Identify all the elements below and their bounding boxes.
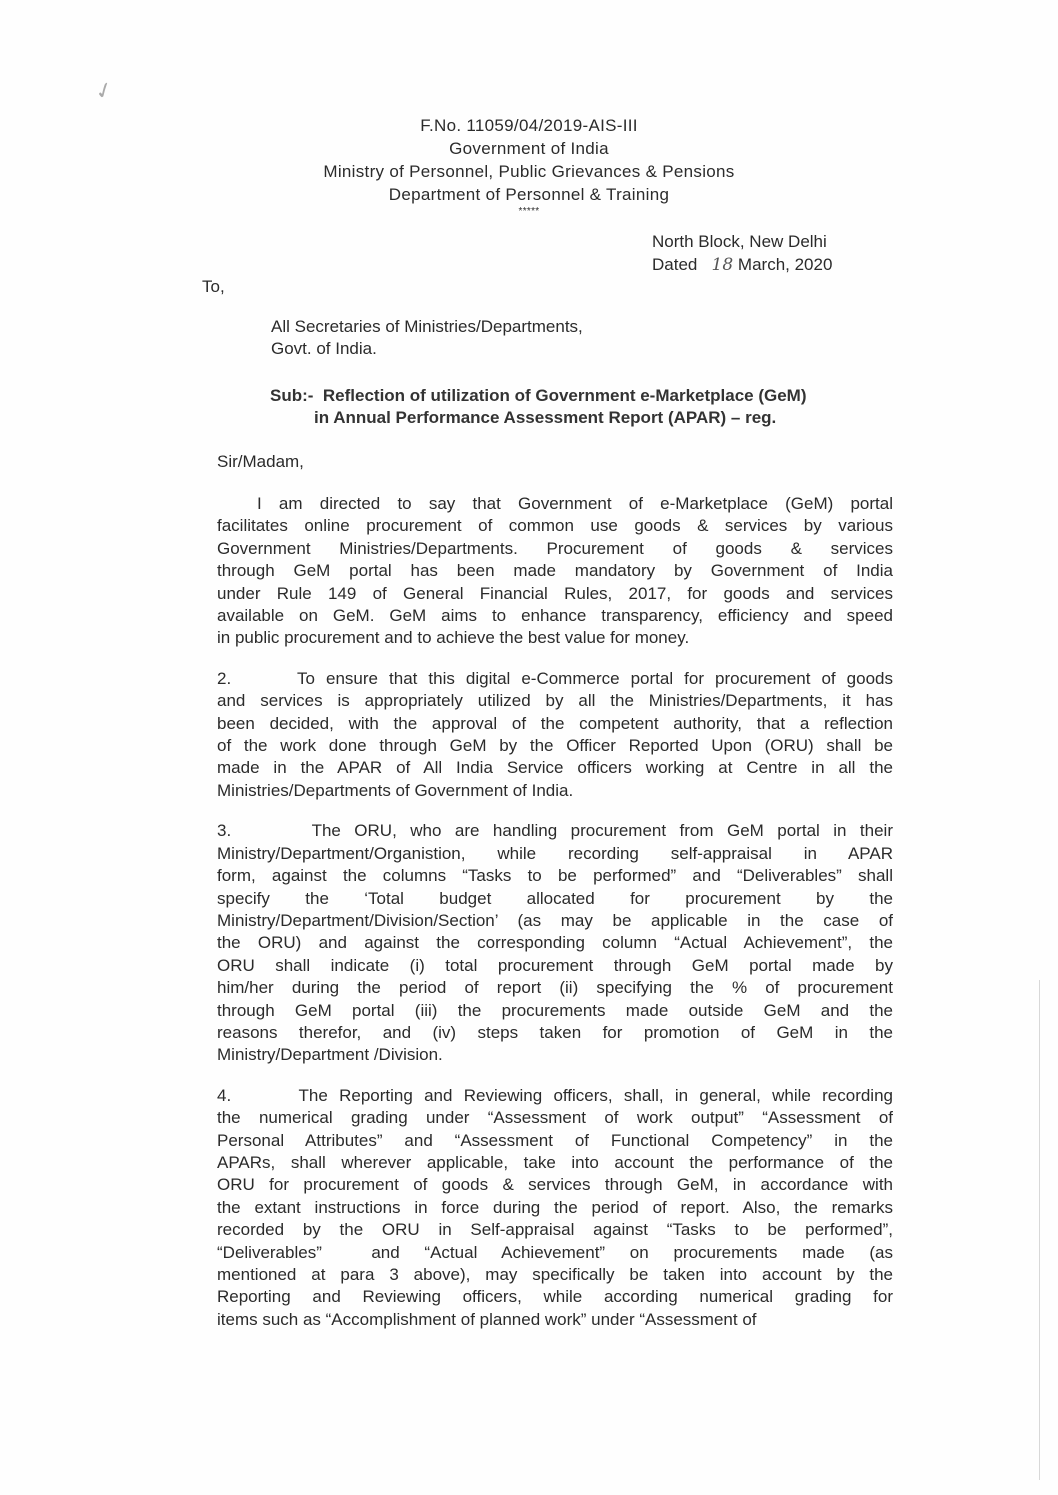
paragraph-3 xyxy=(217,820,893,1066)
text-line: and services is appropriately utilized by all the Ministries/Departments, it has xyxy=(217,691,893,711)
text-line: Reporting and Reviewing officers, while according numerical grading for xyxy=(217,1287,893,1307)
text-line: the numerical grading under “Assessment of work output” “Assessment of xyxy=(217,1108,893,1128)
text-line: been decided, with the approval of the competent authority, that a reflection xyxy=(217,713,893,733)
text-line: Ministry/Department/Organistion, while recording self-appraisal in APAR xyxy=(217,843,893,863)
text-line: reasons therefor, and (iv) steps taken for promotion of GeM in the xyxy=(217,1022,893,1042)
text-line: Personal Attributes” and “Assessment of Functional Competency” in the xyxy=(217,1130,893,1150)
ministry: Ministry of Personnel, Public Grievances & Pensions xyxy=(323,162,735,181)
text-line: specify the ‘Total budget allocated for procurement by the xyxy=(217,888,893,908)
paragraph-1 xyxy=(217,493,893,650)
paragraph-2 xyxy=(217,668,893,802)
addressee: All Secretaries of Ministries/Departments, Govt. of India. xyxy=(271,317,583,358)
separator-stars: ***** xyxy=(518,206,540,217)
file-number: F.No. 11059/04/2019-AIS-III xyxy=(420,116,638,135)
date: Dated 18 March, 2020 xyxy=(652,255,833,275)
text-line: Ministry/Department/Division/Section’ (as may be applicable in the case of xyxy=(217,910,893,930)
place-date xyxy=(652,230,832,277)
text-line: under Rule 149 of General Financial Rules, 2017, for goods and services xyxy=(217,583,893,603)
text-line: 4. The Reporting and Reviewing officers, shall, in general, while recording xyxy=(217,1085,893,1105)
text-line: Ministries/Departments of Government of India. xyxy=(217,780,574,800)
text-line: the ORU) and against the corresponding column “Actual Achievement”, the xyxy=(217,933,893,953)
text-line: available on GeM. GeM aims to enhance transparency, efficiency and speed xyxy=(217,606,893,626)
text-line: through GeM portal has been made mandatory by Government of India xyxy=(217,561,893,581)
letter-body xyxy=(217,493,893,1349)
text-line: recorded by the ORU in Self-appraisal against “Tasks to be performed”, xyxy=(217,1220,893,1240)
to-label: To, xyxy=(202,277,225,296)
text-line: facilitates online procurement of common use goods & services by various xyxy=(217,516,893,536)
text-line: 2. To ensure that this digital e-Commerce portal for procurement of goods xyxy=(217,668,893,688)
handwritten-mark: ✓ xyxy=(91,75,117,106)
text-line: ORU shall indicate (i) total procurement through GeM portal made by xyxy=(217,955,893,975)
text-line: 3. The ORU, who are handling procurement from GeM portal in their xyxy=(217,821,893,841)
paragraph-4 xyxy=(217,1085,893,1331)
handwritten-day: 18 xyxy=(711,255,734,275)
text-line: “Deliverables” and “Actual Achievement” on procurements made (as xyxy=(217,1242,893,1262)
text-line: in public procurement and to achieve the best value for money. xyxy=(217,628,690,648)
place: North Block, New Delhi xyxy=(652,232,827,251)
text-line: APARs, shall wherever applicable, take into account the performance of the xyxy=(217,1152,893,1172)
text-line: items such as “Accomplishment of planned work” under “Assessment of xyxy=(217,1309,757,1329)
text-line: Ministry/Department /Division. xyxy=(217,1045,443,1065)
page-edge xyxy=(1039,980,1040,1480)
salutation: Sir/Madam, xyxy=(217,452,304,471)
text-line: of the work done through GeM by the Officer Reported Upon (ORU) shall be xyxy=(217,736,893,756)
text-line: made in the APAR of All India Service officers working at Centre in all the xyxy=(217,758,893,778)
government: Government of India xyxy=(449,139,609,158)
text-line: through GeM portal (iii) the procurements made outside GeM and the xyxy=(217,1000,893,1020)
text-line: him/her during the period of report (ii) specifying the % of procurement xyxy=(217,978,893,998)
letterhead xyxy=(0,114,1058,218)
department: Department of Personnel & Training xyxy=(388,185,670,204)
text-line: ORU for procurement of goods & services through GeM, in accordance with xyxy=(217,1175,893,1195)
subject: Sub:- Reflection of utilization of Government e-Marketplace (GeM) in Annual Performance Assessment Report (APAR) – reg. xyxy=(270,386,807,427)
text-line: I am directed to say that Government of e-Marketplace (GeM) portal xyxy=(257,494,893,513)
text-line: form, against the columns “Tasks to be performed” and “Deliverables” shall xyxy=(217,866,893,886)
text-line: Government Ministries/Departments. Procurement of goods & services xyxy=(217,538,893,558)
text-line: mentioned at para 3 above), may specifically be taken into account by the xyxy=(217,1265,893,1284)
text-line: the extant instructions in force during the period of report. Also, the remarks xyxy=(217,1197,893,1217)
